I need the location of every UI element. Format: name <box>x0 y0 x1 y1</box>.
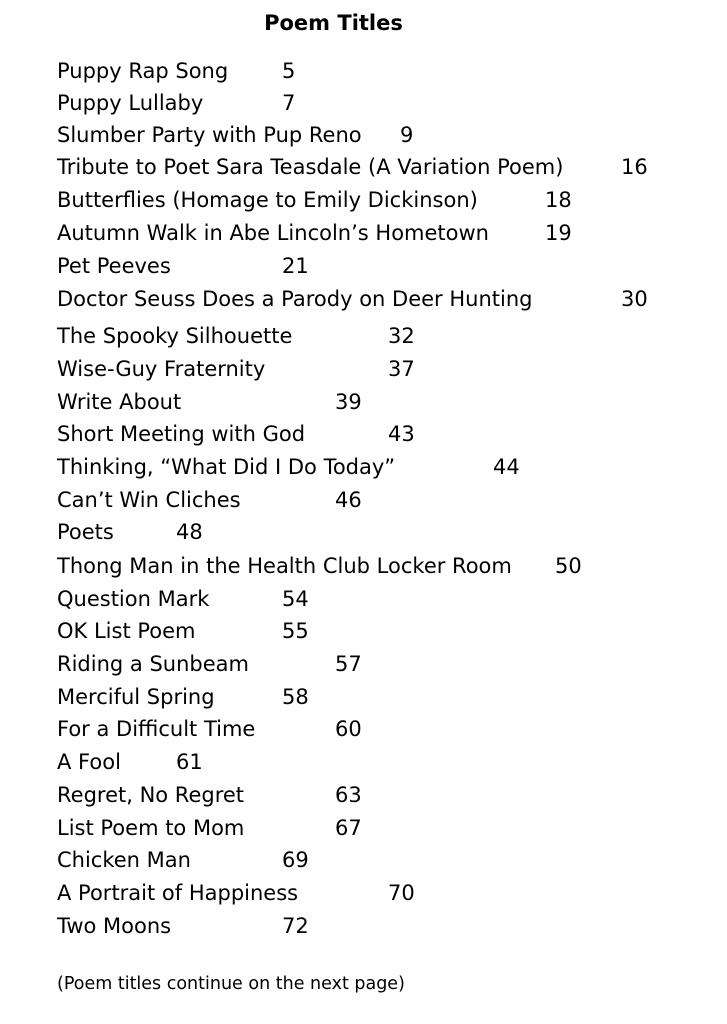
poem-title: Puppy Rap Song <box>57 59 229 83</box>
page-number: 58 <box>282 685 309 709</box>
list-item <box>57 218 572 248</box>
page-number: 19 <box>545 221 572 245</box>
page-number: 7 <box>282 91 296 115</box>
poem-title: Chicken Man <box>57 848 191 872</box>
poem-title: Slumber Party with Pup Reno <box>57 123 362 147</box>
poem-title: Puppy Lullaby <box>57 91 204 115</box>
poem-title: Wise-Guy Fraternity <box>57 357 266 381</box>
poem-title: For a Difficult Time <box>57 717 256 741</box>
poem-title: Two Moons <box>57 914 172 938</box>
list-item <box>57 152 648 182</box>
poem-title: Thinking, “What Did I Do Today” <box>57 455 396 479</box>
page-number: 61 <box>176 750 203 774</box>
poem-title: Poets <box>57 520 114 544</box>
page-number: 30 <box>621 287 648 311</box>
poem-title: Doctor Seuss Does a Parody on Deer Hunting <box>57 287 533 311</box>
list-item <box>57 517 203 547</box>
list-item <box>57 120 414 150</box>
poem-title: Regret, No Regret <box>57 783 245 807</box>
list-item <box>57 284 648 314</box>
list-item <box>57 354 415 384</box>
poem-title: A Fool <box>57 750 121 774</box>
page-number: 44 <box>493 455 520 479</box>
page-number: 50 <box>555 554 582 578</box>
list-item <box>57 878 415 908</box>
list-item <box>57 387 362 417</box>
page-number: 69 <box>282 848 309 872</box>
list-item <box>57 485 362 515</box>
page-title: Poem Titles <box>264 11 403 35</box>
list-item <box>57 682 309 712</box>
poem-title: Butterflies (Homage to Emily Dickinson) <box>57 188 478 212</box>
list-item <box>57 845 309 875</box>
list-item <box>57 813 362 843</box>
list-item <box>57 88 296 118</box>
page-number: 9 <box>400 123 414 147</box>
page-number: 21 <box>282 254 309 278</box>
poem-title: Short Meeting with God <box>57 422 306 446</box>
list-item <box>57 780 362 810</box>
page-number: 63 <box>335 783 362 807</box>
list-item <box>57 714 362 744</box>
continuation-note: (Poem titles continue on the next page) <box>57 974 405 994</box>
page-number: 57 <box>335 652 362 676</box>
page-number: 37 <box>388 357 415 381</box>
page-number: 18 <box>545 188 572 212</box>
list-item <box>57 185 572 215</box>
poem-title: OK List Poem <box>57 619 196 643</box>
list-item <box>57 616 309 646</box>
list-item <box>57 911 309 941</box>
poem-title: Pet Peeves <box>57 254 171 278</box>
list-item <box>57 584 309 614</box>
list-item <box>57 251 309 281</box>
list-item <box>57 419 415 449</box>
page-number: 39 <box>335 390 362 414</box>
poem-title: Question Mark <box>57 587 210 611</box>
list-item <box>57 747 203 777</box>
poem-title: Autumn Walk in Abe Lincoln’s Hometown <box>57 221 489 245</box>
list-item <box>57 321 415 351</box>
poem-title: The Spooky Silhouette <box>57 324 293 348</box>
page-number: 70 <box>388 881 415 905</box>
page-number: 48 <box>176 520 203 544</box>
page-number: 55 <box>282 619 309 643</box>
poem-title: Thong Man in the Health Club Locker Room <box>57 554 512 578</box>
page-number: 54 <box>282 587 309 611</box>
poem-title: Write About <box>57 390 182 414</box>
page-number: 67 <box>335 816 362 840</box>
poem-title: Can’t Win Cliches <box>57 488 241 512</box>
page-number: 72 <box>282 914 309 938</box>
list-item <box>57 551 582 581</box>
poem-title: Riding a Sunbeam <box>57 652 249 676</box>
poem-title: Tribute to Poet Sara Teasdale (A Variation Poem) <box>57 155 564 179</box>
page-number: 16 <box>621 155 648 179</box>
poem-title: List Poem to Mom <box>57 816 245 840</box>
page-number: 32 <box>388 324 415 348</box>
poem-title: Merciful Spring <box>57 685 215 709</box>
list-item <box>57 452 520 482</box>
list-item <box>57 649 362 679</box>
list-item <box>57 56 296 86</box>
page-number: 43 <box>388 422 415 446</box>
poem-title: A Portrait of Happiness <box>57 881 299 905</box>
page-number: 60 <box>335 717 362 741</box>
page-number: 46 <box>335 488 362 512</box>
page-number: 5 <box>282 59 296 83</box>
